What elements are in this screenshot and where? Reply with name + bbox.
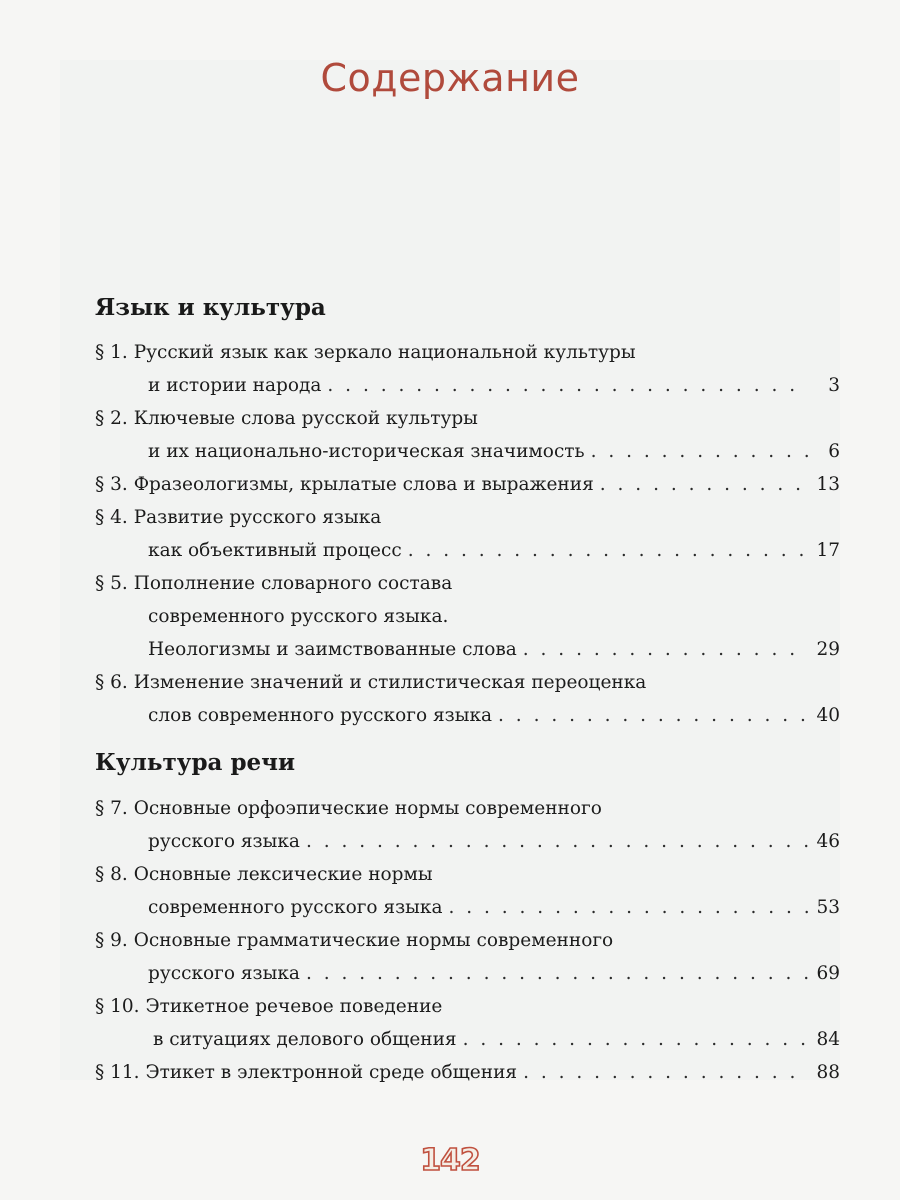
toc-entry xyxy=(95,567,840,666)
toc-entry-number: § 8. xyxy=(95,864,128,885)
toc-entry-number: § 1. xyxy=(95,342,128,363)
toc-entry-page: 29 xyxy=(816,639,840,660)
section-heading-speech-culture: Культура речи xyxy=(95,749,296,776)
toc-entry xyxy=(95,501,840,567)
toc-entry-line xyxy=(95,501,840,534)
toc-entry-number: § 4. xyxy=(95,507,128,528)
toc-entry-line xyxy=(95,435,840,468)
toc-entry xyxy=(95,1056,840,1089)
dot-leader xyxy=(306,957,808,990)
toc-entry-text: как объективный процесс xyxy=(148,540,402,561)
dot-leader xyxy=(498,699,808,732)
toc-entry-text: Ключевые слова русской культуры xyxy=(133,408,478,429)
toc-entry-page: 13 xyxy=(816,474,840,495)
toc-entry-text: русского языка xyxy=(148,963,300,984)
toc-entry-text: и истории народа xyxy=(148,375,322,396)
toc-entry-page: 88 xyxy=(816,1062,840,1083)
toc-entry-text: Пополнение словарного состава xyxy=(133,573,453,594)
toc-entry-page: 6 xyxy=(828,441,840,462)
page-title: Содержание xyxy=(320,56,580,100)
toc-entry-page: 17 xyxy=(816,540,840,561)
dot-leader xyxy=(591,435,808,468)
toc-list-language-culture xyxy=(95,336,840,732)
toc-entry-text: Неологизмы и заимствованные слова xyxy=(148,639,517,660)
toc-entry-text: современного русского языка. xyxy=(148,606,449,627)
toc-entry-line xyxy=(95,336,840,369)
toc-entry xyxy=(95,402,840,468)
toc-entry-line xyxy=(95,567,840,600)
toc-entry xyxy=(95,792,840,858)
toc-entry-line xyxy=(95,990,840,1023)
toc-entry-text: и их национально-историческая значимость xyxy=(148,441,585,462)
toc-entry-text: Основные орфоэпические нормы современного xyxy=(133,798,602,819)
toc-entry-line xyxy=(95,666,840,699)
toc-entry-text: в ситуациях делового общения xyxy=(153,1029,457,1050)
dot-leader xyxy=(449,891,809,924)
dot-leader xyxy=(463,1023,808,1056)
toc-entry-page: 46 xyxy=(816,831,840,852)
toc-entry-title xyxy=(95,1056,517,1089)
dot-leader xyxy=(306,825,808,858)
toc-entry-text: современного русского языка xyxy=(148,897,443,918)
toc-entry-text: Фразеологизмы, крылатые слова и выражения xyxy=(133,474,594,495)
toc-entry-line xyxy=(95,825,840,858)
toc-entry-number: § 2. xyxy=(95,408,128,429)
toc-entry-text: слов современного русского языка xyxy=(148,705,493,726)
toc-list-speech-culture xyxy=(95,792,840,1089)
toc-entry xyxy=(95,858,840,924)
toc-entry-text: Развитие русского языка xyxy=(133,507,382,528)
toc-entry-text: Изменение значений и стилистическая переоценка xyxy=(133,672,647,693)
toc-entry xyxy=(95,924,840,990)
toc-entry-page: 3 xyxy=(828,375,840,396)
toc-entry-line xyxy=(95,957,840,990)
toc-entry-page: 53 xyxy=(816,897,840,918)
toc-entry-number: § 3. xyxy=(95,474,128,495)
toc-entry-number: § 7. xyxy=(95,798,128,819)
dot-leader xyxy=(600,468,808,501)
toc-entry-number: § 10. xyxy=(95,996,140,1017)
toc-entry-number: § 6. xyxy=(95,672,128,693)
dot-leader xyxy=(523,633,808,666)
toc-entry-line xyxy=(95,1056,840,1089)
section-heading-language-culture: Язык и культура xyxy=(95,294,326,321)
toc-entry xyxy=(95,990,840,1056)
toc-entry-text: Этикет в электронной среде общения xyxy=(145,1062,518,1083)
dot-leader xyxy=(408,534,808,567)
toc-entry-text: Основные грамматические нормы современного xyxy=(133,930,614,951)
page-number: 142 xyxy=(420,1143,480,1178)
toc-entry xyxy=(95,468,840,501)
toc-entry-number: § 11. xyxy=(95,1062,140,1083)
toc-entry-page: 69 xyxy=(816,963,840,984)
toc-entry-line xyxy=(95,468,840,501)
toc-entry-text: русского языка xyxy=(148,831,300,852)
toc-entry-page: 84 xyxy=(816,1029,840,1050)
toc-entry-line xyxy=(95,1023,840,1056)
toc-entry-text: Основные лексические нормы xyxy=(133,864,433,885)
toc-entry-page: 40 xyxy=(816,705,840,726)
toc-entry-line xyxy=(95,402,840,435)
toc-entry xyxy=(95,336,840,402)
dot-leader xyxy=(523,1056,808,1089)
toc-entry-line xyxy=(95,369,840,402)
toc-entry-line xyxy=(95,924,840,957)
toc-entry-title xyxy=(95,468,594,501)
toc-entry-text: Этикетное речевое поведение xyxy=(145,996,443,1017)
dot-leader xyxy=(327,369,808,402)
toc-entry-line xyxy=(95,633,840,666)
toc-entry-line xyxy=(95,699,840,732)
toc-entry-number: § 5. xyxy=(95,573,128,594)
toc-entry-line xyxy=(95,600,840,633)
toc-entry-number: § 9. xyxy=(95,930,128,951)
toc-entry-line xyxy=(95,534,840,567)
toc-entry-line xyxy=(95,891,840,924)
toc-entry-text: Русский язык как зеркало национальной культуры xyxy=(133,342,636,363)
toc-entry-line xyxy=(95,858,840,891)
toc-entry-line xyxy=(95,792,840,825)
toc-entry xyxy=(95,666,840,732)
